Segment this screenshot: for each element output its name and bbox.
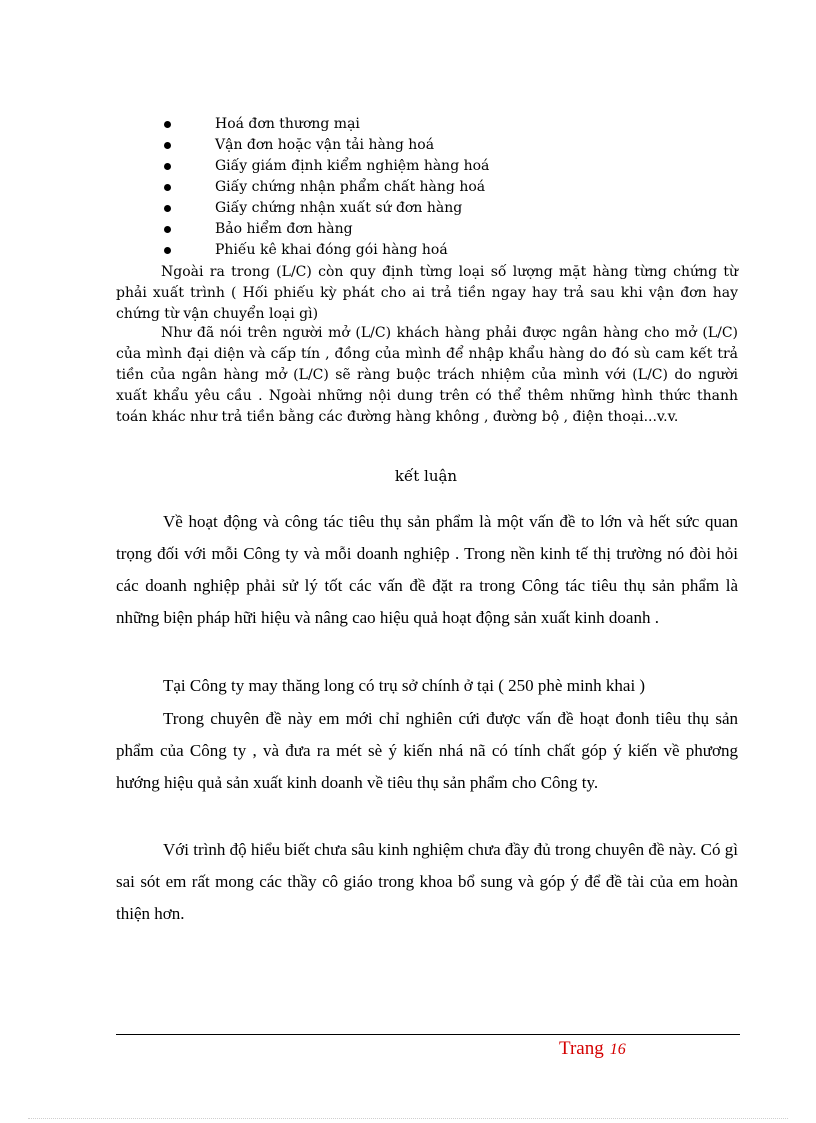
paragraph-lc-documents	[116, 262, 738, 325]
bullet-icon	[164, 247, 171, 254]
paragraph-lc-opener	[116, 323, 738, 428]
page-edge-divider	[28, 1118, 788, 1119]
bullet-icon	[164, 226, 171, 233]
list-item-text: Phiếu kê khai đóng gói hàng hoá	[215, 242, 448, 258]
list-item	[160, 177, 489, 198]
list-item	[160, 114, 489, 135]
paragraph-text: Tại Công ty may thăng long có trụ sở chính ở tại ( 250 phè minh khai )	[163, 676, 646, 695]
paragraph-text: Trong chuyên đề này em mới chỉ nghiên cứi được vấn đề hoạt đonh tiêu thụ sản phẩm của Công ty , và đưa ra mét sè ý kiến nhá nã có tính chất góp ý kiến về phương hướng hiệu quả sản xuất kinh doanh về tiêu thụ sản phẩm cho Công ty.	[116, 709, 738, 792]
list-item	[160, 219, 489, 240]
conclusion-paragraph	[116, 670, 738, 702]
bullet-icon	[164, 142, 171, 149]
conclusion-paragraph	[116, 506, 738, 634]
list-item	[160, 156, 489, 177]
list-item-text: Giấy giám định kiểm nghiệm hàng hoá	[215, 158, 490, 174]
page-footer	[559, 1038, 626, 1060]
list-item-text: Giấy chứng nhận phẩm chất hàng hoá	[215, 179, 486, 195]
list-item	[160, 240, 489, 261]
list-item	[160, 135, 489, 156]
conclusion-paragraph	[116, 703, 738, 799]
list-item-text: Vận đơn hoặc vận tải hàng hoá	[215, 137, 435, 153]
bullet-icon	[164, 163, 171, 170]
paragraph-text: Về hoạt động và công tác tiêu thụ sản phẩm là một vấn đề to lớn và hết sức quan trọng đối với mỗi Công ty và mỗi doanh nghiệp . Trong nền kinh tế thị trường nó đòi hỏi các doanh nghiệp phải sử lý tốt các vấn đề đặt ra trong Công tác tiêu thụ sản phẩm là những biện pháp hữi hiệu và nâng cao hiệu quả hoạt động sản xuất kinh doanh .	[116, 512, 738, 627]
list-item-text: Giấy chứng nhận xuất sứ đơn hàng	[215, 200, 463, 216]
bullet-icon	[164, 205, 171, 212]
footer-divider	[116, 1034, 740, 1035]
bullet-icon	[164, 184, 171, 191]
conclusion-paragraph	[116, 834, 738, 930]
document-list	[160, 114, 489, 261]
footer-page-label: Trang	[559, 1038, 604, 1059]
list-item-text: Hoá đơn thương mại	[215, 116, 360, 132]
bullet-icon	[164, 121, 171, 128]
paragraph-text: Với trình độ hiểu biết chưa sâu kinh nghiệm chưa đầy đủ trong chuyên đề này. Có gì sai sót em rất mong các thầy cô giáo trong khoa bổ sung và góp ý để đề tài của em hoàn thiện hơn.	[116, 840, 738, 923]
footer-page-number: 16	[609, 1041, 626, 1058]
paragraph-text: Như đã nói trên người mở (L/C) khách hàng phải được ngân hàng cho mở (L/C) của mình đại diện và cấp tín , đồng của mình để nhập khẩu hàng do đó sù cam kết trả tiền của ngân hàng mở (L/C) sẽ ràng buộc trách nhiệm của mình với (L/C) do người xuất khẩu yêu cầu . Ngoài những nội dung trên có thể thêm những hình thức thanh toán khác như trả tiền bằng các đường hàng không , đường bộ , điện thoại...v.v.	[116, 325, 738, 425]
paragraph-text: Ngoài ra trong (L/C) còn quy định từng loại số lượng mặt hàng từng chứng từ phải xuất trình ( Hối phiếu kỳ phát cho ai trả tiền ngay hay trả sau khi vận đơn hay chứng từ vận chuyển loại gì)	[116, 264, 738, 322]
list-item-text: Bảo hiểm đơn hàng	[215, 221, 353, 237]
list-item	[160, 198, 489, 219]
section-heading: kết luận	[394, 467, 458, 485]
